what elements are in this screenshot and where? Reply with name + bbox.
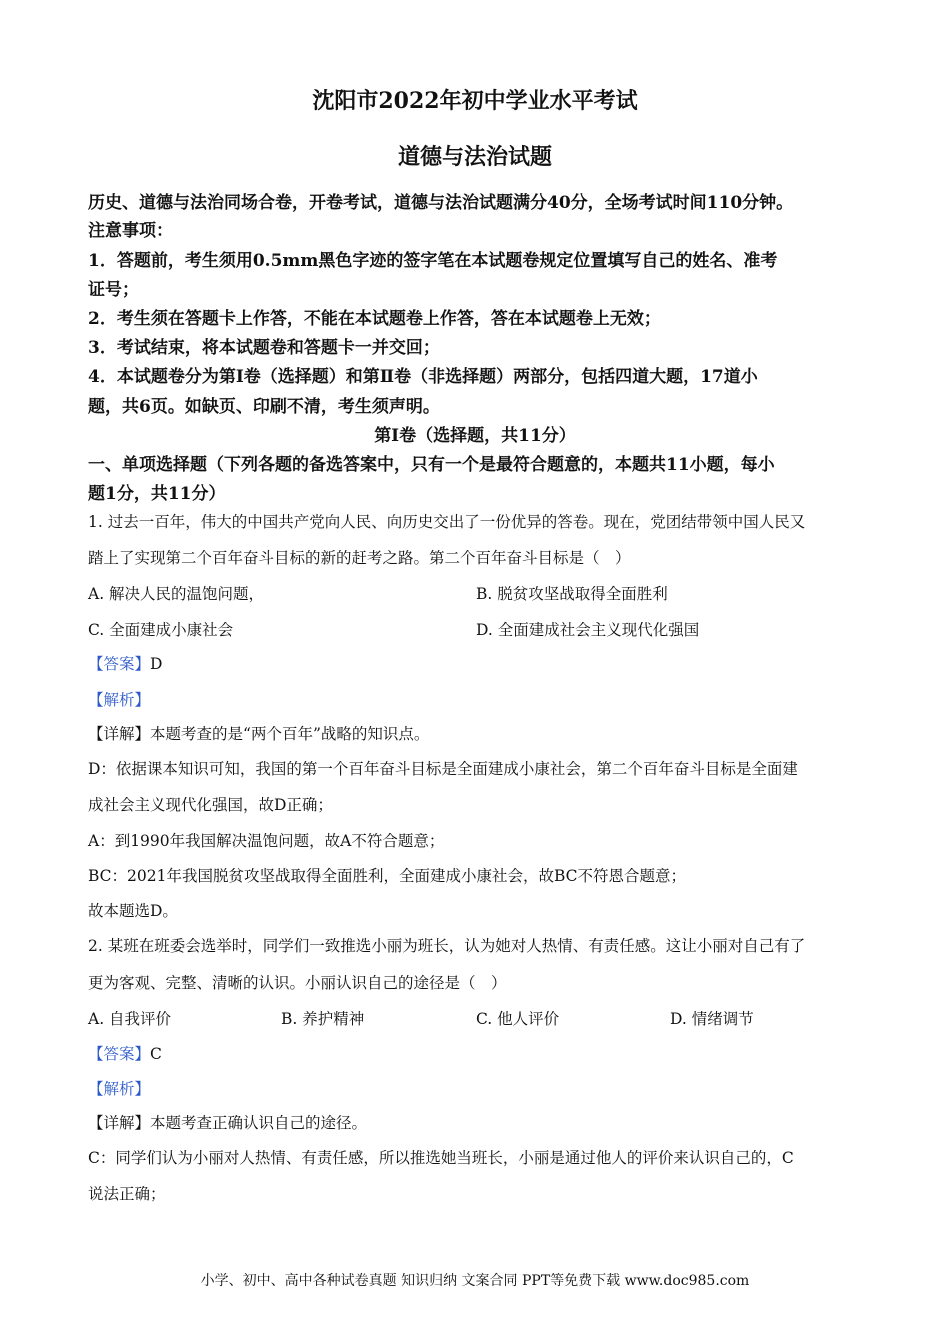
q1-option-a: A. 解决人民的温饱问题， [88,585,265,603]
q1-explanation-1b: 成社会主义现代化强国，故D正确； [88,796,333,814]
q1-conclusion: 故本题选D。 [88,902,178,920]
q2-option-c: C. 他人评价 [476,1010,560,1028]
q2-detail [88,1111,367,1133]
q1-option-d: D. 全面建成社会主义现代化强国 [476,621,700,639]
notes-title: 注意事项： [88,221,173,241]
q1-explanation-3: BC：2021年我国脱贫攻坚战取得全面胜利，全面建成小康社会，故BC不符恩合题意； [88,867,687,885]
intro-line: 历史、道德与法治同场合卷，开卷考试，道德与法治试题满分40分，全场考试时间110分钟。 [88,193,794,213]
exam-subtitle: 道德与法治试题 [397,144,552,170]
q2-answer [88,1042,162,1064]
note-4a: 4．本试题卷分为第Ⅰ卷（选择题）和第Ⅱ卷（非选择题）两部分，包括四道大题，17道小 [88,367,758,387]
q1-analysis-tag: 【解析】 [88,691,151,709]
q2-option-d: D. 情绪调节 [670,1010,754,1028]
q1-explanation-2: A：到1990年我国解决温饱问题，故A不符合题意； [88,832,445,850]
q1-stem-b: 踏上了实现第二个百年奋斗目标的新的赶考之路。第二个百年奋斗目标是（ ） [88,549,631,567]
q1-option-b: B. 脱贫攻坚战取得全面胜利 [476,585,668,603]
q2-stem-a: 2. 某班在班委会选举时，同学们一致推选小丽为班长，认为她对人热情、有责任感。这让小丽对自己有了 [88,937,806,955]
q2-explanation-1a: C：同学们认为小丽对人热情、有责任感，所以推选她当班长，小丽是通过他人的评价来认识自己的，C [88,1149,794,1167]
page-footer: 小学、初中、高中各种试卷真题 知识归纳 文案合同 PPT等免费下载 www.doc985.com [200,1273,750,1289]
note-4b: 题，共6页。如缺页、印刷不清，考生须声明。 [88,397,440,417]
detail-tag: 【详解】 [88,725,151,743]
section-heading-b: 题1分，共11分） [88,484,226,504]
section-heading-a: 一、单项选择题（下列各题的备选答案中，只有一个是最符合题意的，本题共11小题，每小 [88,455,775,475]
q1-detail [88,722,429,744]
q1-option-c: C. 全面建成小康社会 [88,621,234,639]
q2-stem-b: 更为客观、完整、清晰的认识。小丽认识自己的途径是（ ） [88,974,507,992]
q2-option-a: A. 自我评价 [88,1010,172,1028]
answer-tag: 【答案】 [88,655,151,673]
q1-stem-a: 1. 过去一百年，伟大的中国共产党向人民、向历史交出了一份优异的答卷。现在，党团结带领中国人民又 [88,513,806,531]
detail-tag: 【详解】 [88,1114,151,1132]
q2-explanation-1b: 说法正确； [88,1185,166,1203]
volume-heading: 第Ⅰ卷（选择题，共11分） [374,426,576,446]
q1-detail-text: 本题考查的是“两个百年”战略的知识点。 [150,725,430,743]
note-1a: 1．答题前，考生须用0.5mm黑色字迹的签字笔在本试题卷规定位置填写自己的姓名、准考 [88,251,778,271]
note-3: 3．考试结束，将本试题卷和答题卡一并交回； [88,338,440,358]
q1-answer-value: D [150,655,163,673]
q1-answer [88,652,162,674]
q2-analysis-tag: 【解析】 [88,1080,151,1098]
answer-tag: 【答案】 [88,1045,151,1063]
q2-detail-text: 本题考查正确认识自己的途径。 [150,1114,368,1132]
note-1b: 证号； [88,280,139,300]
q1-explanation-1a: D：依据课本知识可知，我国的第一个百年奋斗目标是全面建成小康社会，第二个百年奋斗目标是全面建 [88,760,798,778]
note-2: 2．考生须在答题卡上作答，不能在本试题卷上作答，答在本试题卷上无效； [88,309,661,329]
q2-answer-value: C [150,1045,162,1063]
q2-option-b: B. 养护精神 [281,1010,365,1028]
exam-title: 沈阳市2022年初中学业水平考试 [312,88,638,114]
